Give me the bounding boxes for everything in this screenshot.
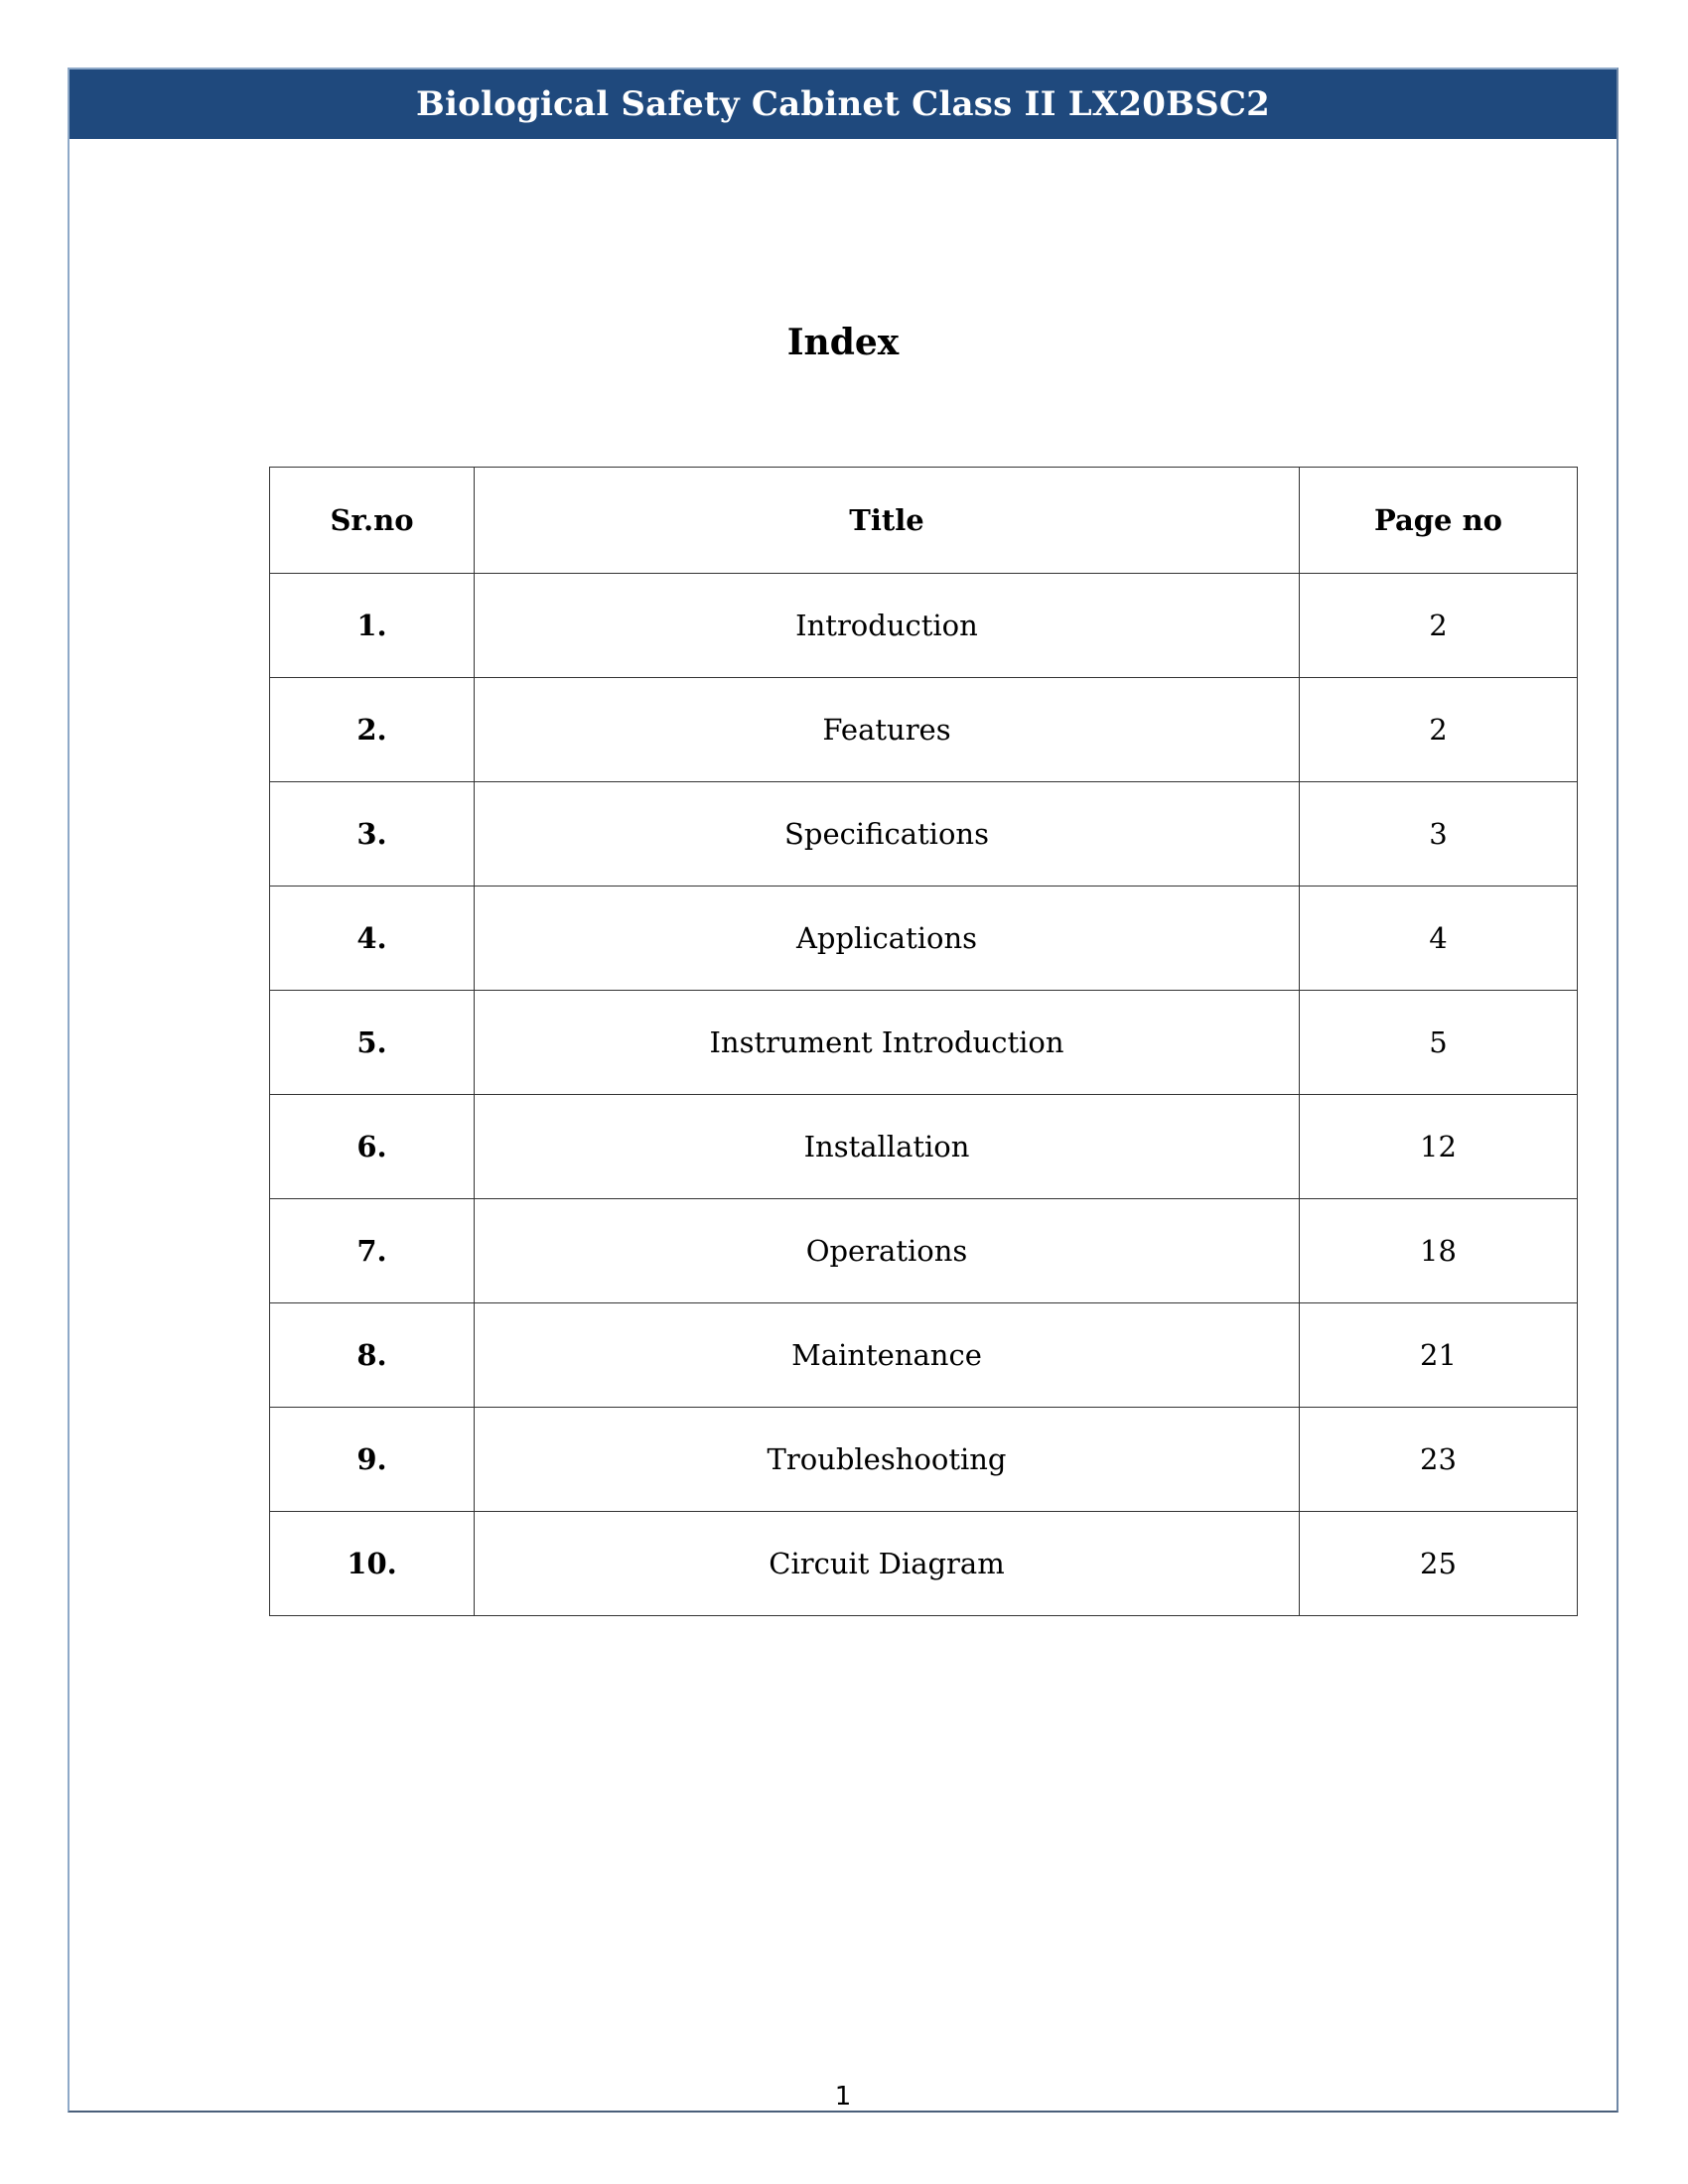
row-sr-no: 4. bbox=[270, 887, 475, 991]
row-title: Maintenance bbox=[475, 1303, 1300, 1408]
row-title: Troubleshooting bbox=[475, 1408, 1300, 1512]
table-of-contents bbox=[269, 467, 1578, 1616]
row-title: Circuit Diagram bbox=[475, 1512, 1300, 1616]
table-row bbox=[270, 1303, 1578, 1408]
row-sr-no: 8. bbox=[270, 1303, 475, 1408]
row-title: Applications bbox=[475, 887, 1300, 991]
row-page-no: 12 bbox=[1300, 1095, 1578, 1199]
table-row bbox=[270, 574, 1578, 678]
page-frame bbox=[68, 68, 1618, 2113]
row-sr-no: 6. bbox=[270, 1095, 475, 1199]
table-row bbox=[270, 1199, 1578, 1303]
column-header-page-no: Page no bbox=[1300, 468, 1578, 574]
row-sr-no: 1. bbox=[270, 574, 475, 678]
page-number: 1 bbox=[834, 2082, 852, 2112]
row-title: Introduction bbox=[475, 574, 1300, 678]
row-page-no: 3 bbox=[1300, 782, 1578, 887]
table-row bbox=[270, 991, 1578, 1095]
row-title: Installation bbox=[475, 1095, 1300, 1199]
column-header-title: Title bbox=[475, 468, 1300, 574]
row-title: Features bbox=[475, 678, 1300, 782]
row-sr-no: 2. bbox=[270, 678, 475, 782]
row-sr-no: 5. bbox=[270, 991, 475, 1095]
row-sr-no: 10. bbox=[270, 1512, 475, 1616]
row-sr-no: 7. bbox=[270, 1199, 475, 1303]
index-heading: Index bbox=[786, 322, 900, 363]
table-row bbox=[270, 1408, 1578, 1512]
row-page-no: 23 bbox=[1300, 1408, 1578, 1512]
column-header-sr-no: Sr.no bbox=[270, 468, 475, 574]
table-row bbox=[270, 887, 1578, 991]
table-row bbox=[270, 678, 1578, 782]
row-page-no: 18 bbox=[1300, 1199, 1578, 1303]
row-page-no: 2 bbox=[1300, 574, 1578, 678]
row-page-no: 2 bbox=[1300, 678, 1578, 782]
row-sr-no: 3. bbox=[270, 782, 475, 887]
table-row bbox=[270, 1512, 1578, 1616]
row-title: Operations bbox=[475, 1199, 1300, 1303]
row-sr-no: 9. bbox=[270, 1408, 475, 1512]
row-page-no: 25 bbox=[1300, 1512, 1578, 1616]
row-title: Specifications bbox=[475, 782, 1300, 887]
document-header-bar bbox=[70, 69, 1617, 139]
table-header-row bbox=[270, 468, 1578, 574]
row-title: Instrument Introduction bbox=[475, 991, 1300, 1095]
row-page-no: 21 bbox=[1300, 1303, 1578, 1408]
document-header-title: Biological Safety Cabinet Class II LX20BSC2 bbox=[416, 84, 1270, 124]
row-page-no: 4 bbox=[1300, 887, 1578, 991]
table-row bbox=[270, 782, 1578, 887]
row-page-no: 5 bbox=[1300, 991, 1578, 1095]
table-row bbox=[270, 1095, 1578, 1199]
